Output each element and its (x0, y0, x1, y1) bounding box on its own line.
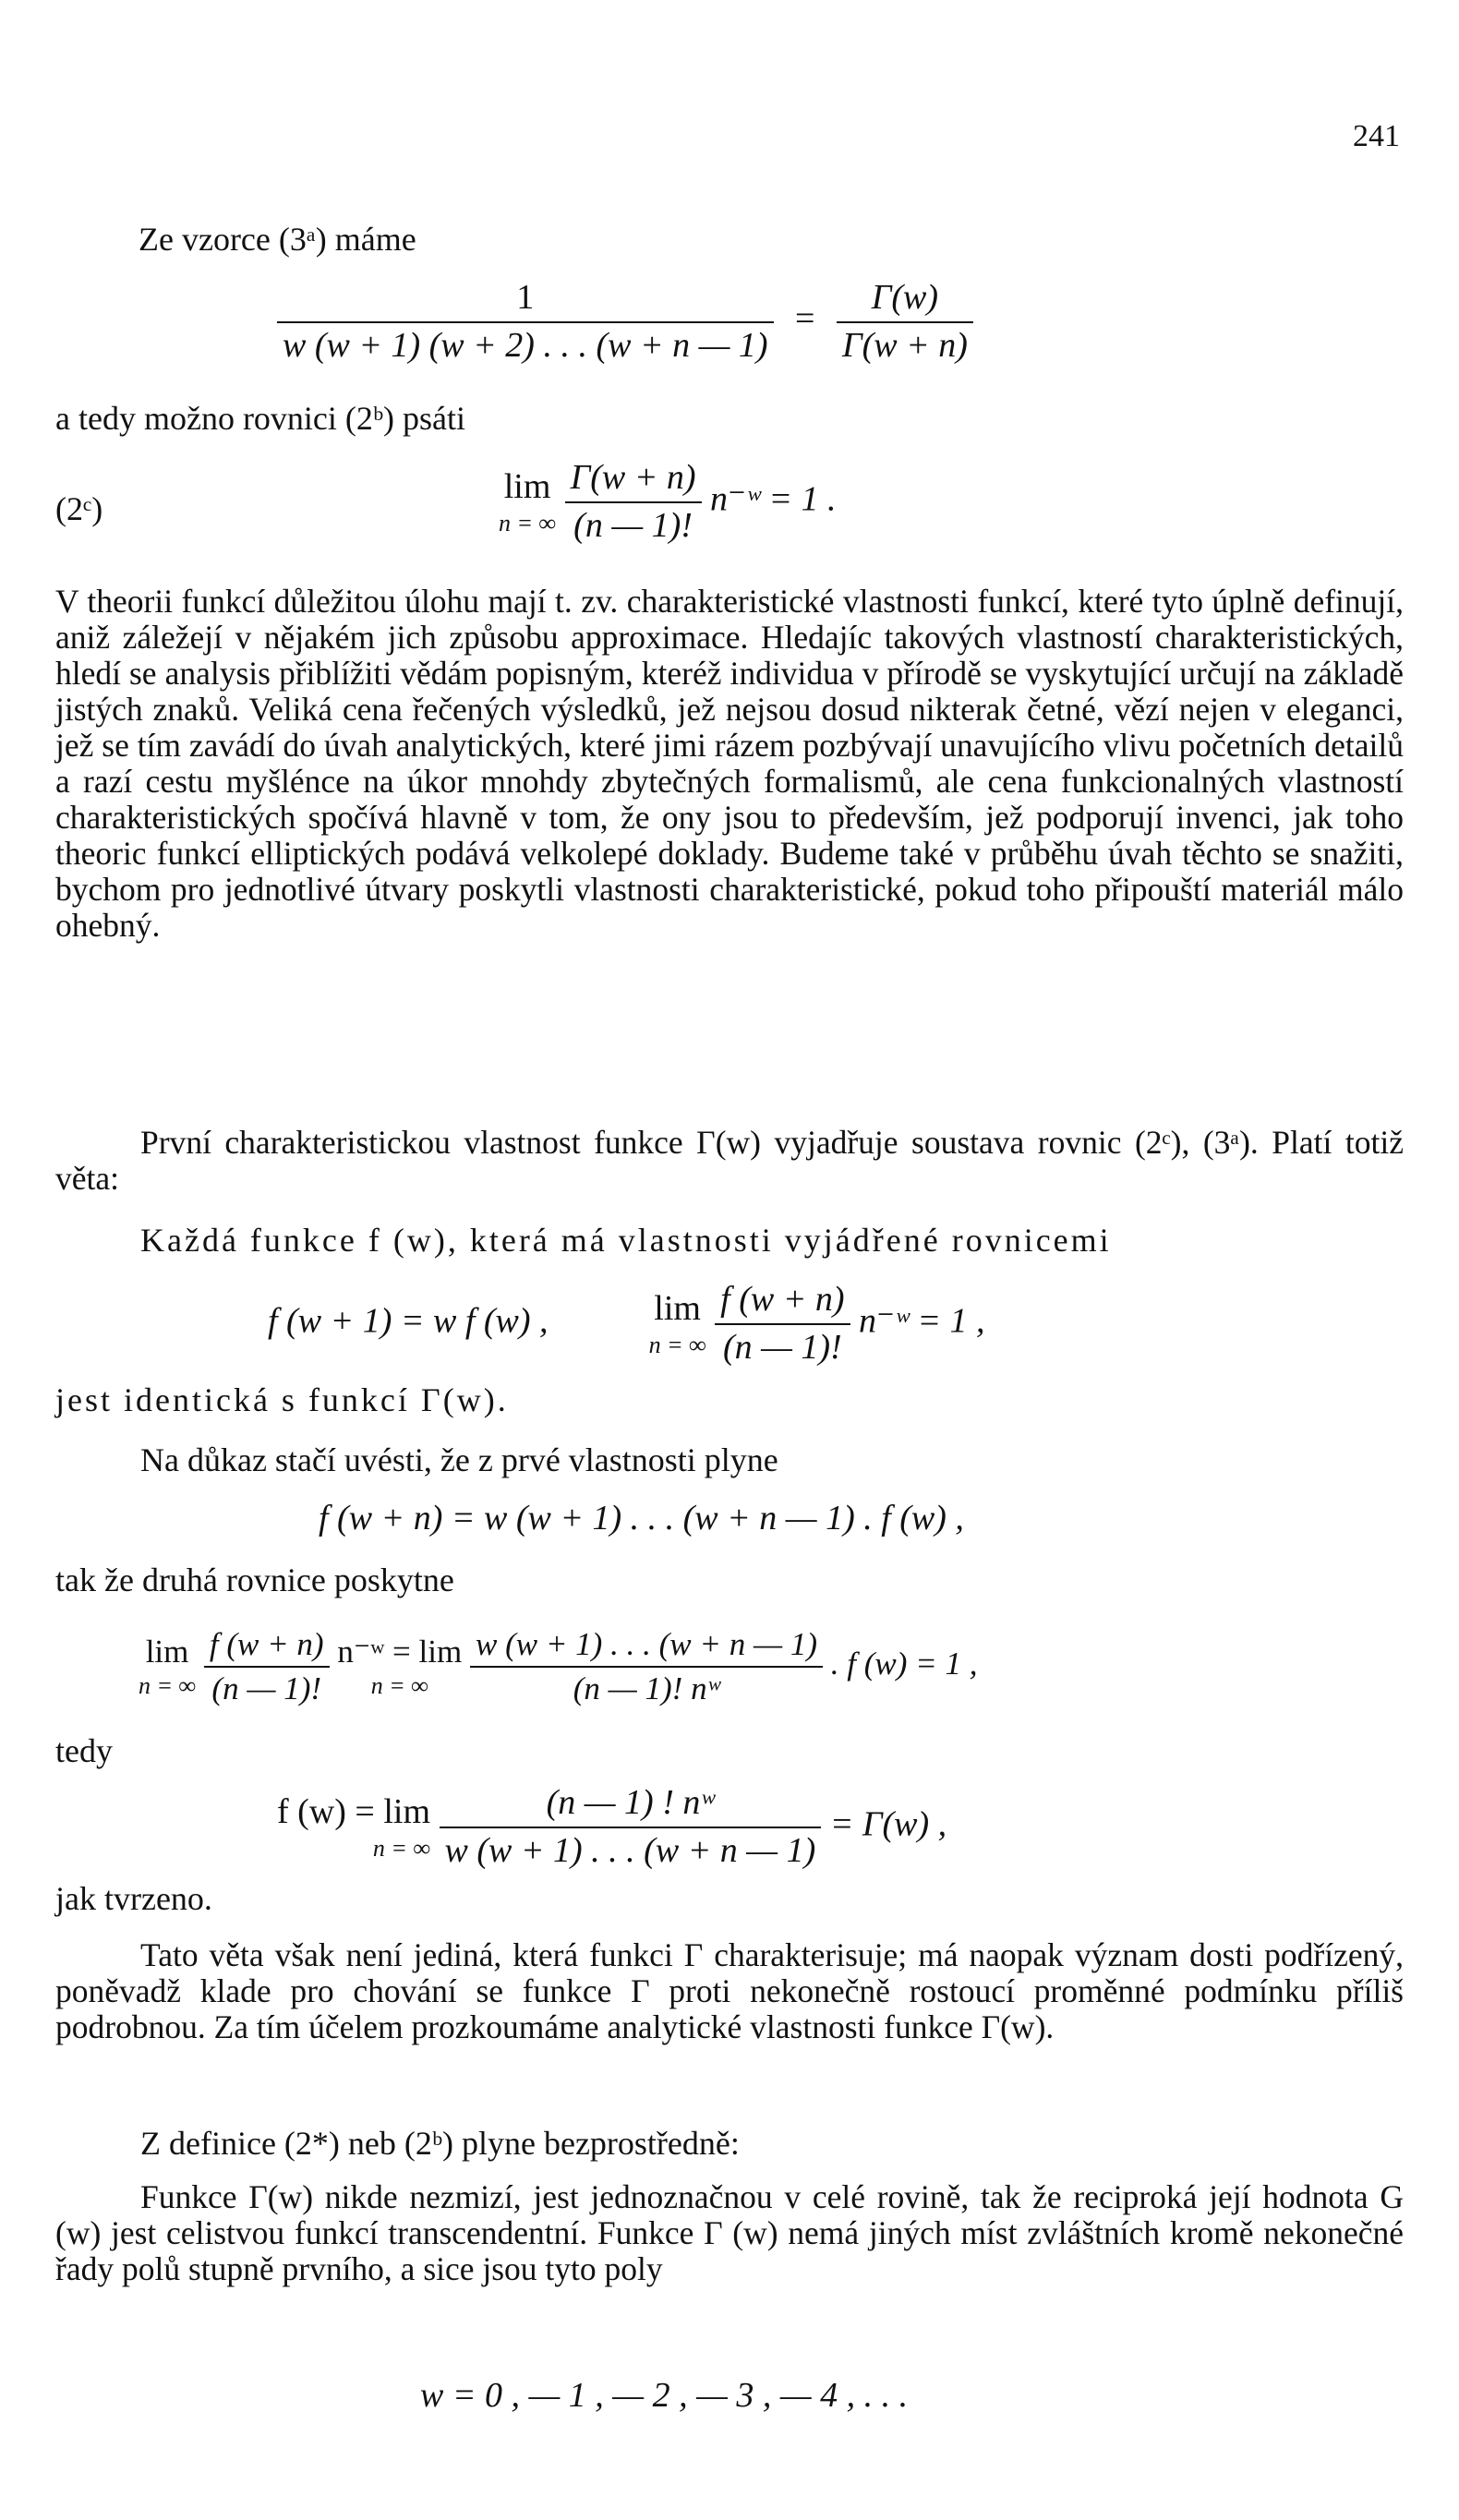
eq1-denominator: w (w + 1) (w + 2) . . . (w + n — 1) (283, 325, 768, 365)
text-tedy: tedy (55, 1732, 113, 1769)
eq2-fraction (565, 457, 702, 547)
page-number: 241 (1353, 119, 1400, 153)
eq1-right-denominator: Γ(w + n) (841, 325, 968, 365)
equation-1 (277, 277, 973, 367)
eq2-denominator: (n — 1)! (573, 505, 693, 545)
text-jak-tvrzeno: jak tvrzeno. (55, 1880, 212, 1917)
eq2-label: (2ᶜ) (55, 490, 103, 527)
eq1-equals: = (795, 299, 815, 339)
eq1-right-fraction (837, 277, 973, 367)
paragraph-2: První charakteristickou vlastnost funkce Γ(w) vyjadřuje soustava rovnic (2ᶜ), (3ᵃ). Platí totiž věta: (55, 1124, 1404, 1197)
eq2-limit (499, 466, 556, 537)
eq2-numerator: Γ(w + n) (565, 457, 702, 503)
eq2-rest: n⁻ʷ = 1 . (710, 479, 837, 519)
eq1-right-numerator: Γ(w) (837, 277, 973, 323)
eq5-lim-sub-1: n = ∞ (139, 1672, 197, 1700)
equation-2c (499, 457, 837, 547)
theorem-head: Každá funkce f (w), která má vlastnosti vyjádřené rovnicemi (140, 1222, 1112, 1259)
eq5-mid: n⁻ʷ = lim (337, 1634, 463, 1670)
eq3-denominator: (n — 1)! (722, 1327, 842, 1367)
text-2b: a tedy možno rovnici (2ᵇ) psáti (55, 400, 466, 437)
eq3-numerator: f (w + n) (715, 1279, 850, 1325)
equation-3 (268, 1279, 985, 1369)
theorem-tail: jest identická s funkcí Γ(w). (55, 1381, 509, 1418)
paragraph-3: Tato věta však není jediná, která funkci Γ charakterisuje; má naopak význam dosti podřízený, poněvadž klade pro chování se funkce Γ proti nekonečně rostoucí proměnné podmínku příliš podrobnou. Za tím účelem prozkoumáme analytické vlastnosti funkce Γ(w). (55, 1936, 1404, 2045)
equation-6 (277, 1782, 947, 1872)
eq5-numerator-2: w (w + 1) . . . (w + n — 1) (470, 1625, 823, 1668)
eq5-lim-sub-2: n = ∞ (370, 1672, 428, 1700)
eq3-fraction (715, 1279, 850, 1369)
text-druha: tak že druhá rovnice poskytne (55, 1561, 454, 1598)
eq5-fraction-1 (204, 1625, 330, 1708)
eq6-limit (277, 1791, 430, 1863)
paragraph-4: Z definice (2*) neb (2ᵇ) plyne bezprostředně: (140, 2125, 740, 2162)
eq5-limit-1 (139, 1633, 196, 1700)
eq1-left-fraction (277, 277, 774, 367)
eq3-rest: n⁻ʷ = 1 , (859, 1301, 985, 1341)
paragraph-5: Funkce Γ(w) nikde nezmizí, jest jednoznačnou v celé rovině, tak že reciproká její hodnota G (w) jest celistvou funkcí transcendentní. Funkce Γ (w) nemá jiných míst zvláštních kromě nekonečné řady polů stupně prvního, a sice jsou tyto poly (55, 2178, 1404, 2287)
equation-7: w = 0 , — 1 , — 2 , — 3 , — 4 , . . . (420, 2376, 909, 2415)
eq2-lim-word: lim (503, 467, 551, 507)
eq3-left: f (w + 1) = w f (w) , (268, 1301, 549, 1341)
eq1-numerator: 1 (277, 277, 774, 323)
eq5-lim-word-1: lim (145, 1634, 189, 1670)
equation-5 (139, 1625, 977, 1708)
paragraph-1: V theorii funkcí důležitou úlohu mají t. zv. charakteristické vlastnosti funkcí, které tyto úplně definují, aniž záležejí v nějakém jich způsobu approximace. Hledajíc takových vlastností charakteristických, hledí se analysis přiblížiti vědám popisným, kteréž individua v přírodě se vyskytující určují na základě jistých znaků. Veliká cena řečených výsledků, jež nejsou dosud nikterak četné, vězí nejen v eleganci, jež se tím zavádí do úvah analytických, které jimi rázem pozbývají unavujícího vlivu početních detailů a razí cestu myšlénce na úkor mnohdy zbytečných formalismů, ale cena funkcionalných vlastností charakteristických spočívá hlavně v tom, že ony jsou to především, jež podporují invenci, jak toho theoric funkcí elliptických podává velkolepé doklady. Budeme také v průběhu úvah těchto se snažiti, bychom pro jednotlivé útvary poskytli vlastnosti charakteristické, pokud toho připouští materiál málo ohebný. (55, 583, 1404, 944)
eq6-denominator: w (w + 1) . . . (w + n — 1) (444, 1830, 816, 1870)
eq2-lim-sub: n = ∞ (499, 509, 557, 537)
eq3-lim-word: lim (654, 1289, 701, 1329)
eq6-lim-sub: n = ∞ (372, 1834, 431, 1862)
eq5-numerator-1: f (w + n) (204, 1625, 330, 1668)
eq3-lim-sub: n = ∞ (648, 1331, 706, 1358)
eq5-denominator-1: (n — 1)! (211, 1670, 322, 1706)
proof-intro: Na důkaz stačí uvésti, že z prvé vlastnosti plyne (140, 1441, 778, 1478)
eq6-numerator: (n — 1) ! nʷ (440, 1782, 822, 1828)
eq6-rest: = Γ(w) , (829, 1804, 947, 1844)
eq6-fraction (440, 1782, 822, 1872)
eq3-limit (649, 1288, 706, 1359)
eq5-limit-2 (337, 1633, 462, 1700)
eq5-rest: . f (w) = 1 , (830, 1646, 978, 1682)
equation-4: f (w + n) = w (w + 1) . . . (w + n — 1) . f (w) , (319, 1499, 964, 1537)
eq5-denominator-2: (n — 1)! nʷ (573, 1670, 720, 1706)
eq6-left: f (w) = lim (277, 1792, 431, 1832)
intro-line: Ze vzorce (3ᵃ) máme (139, 221, 416, 258)
eq5-fraction-2 (470, 1625, 823, 1708)
